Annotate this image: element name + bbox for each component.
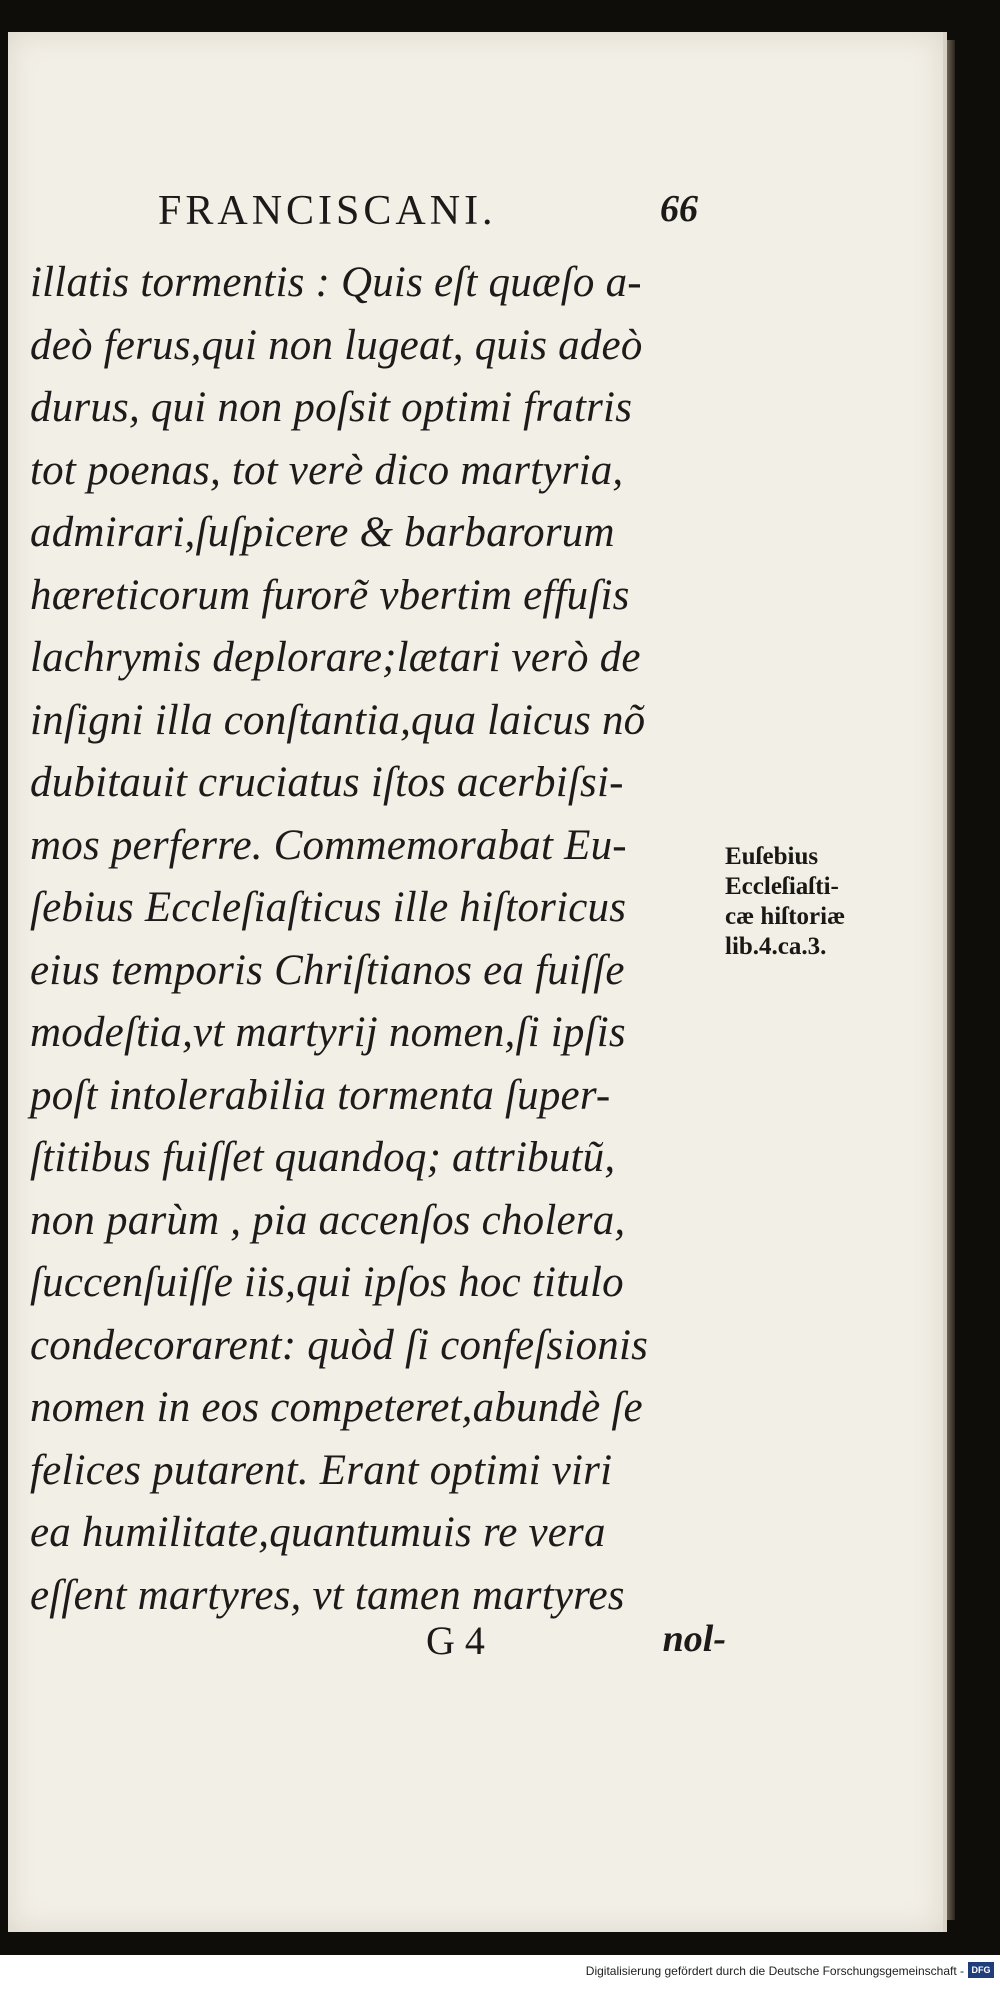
- text-line: deò ferus,qui non lugeat, quis adeò: [30, 321, 643, 369]
- text-line: illatis tormentis : Quis eſt quæſo a-: [30, 259, 642, 306]
- page-number: 66: [660, 188, 698, 230]
- funding-credit: Digitalisierung gefördert durch die Deutsche Forschungsgemeinschaft -: [585, 1964, 964, 1978]
- marginal-note-line: Eccleſiaſti-: [725, 873, 839, 900]
- marginal-note-line: cæ hiſtoriæ: [725, 903, 846, 930]
- text-line: inſigni illa conſtantia,qua laicus nõ: [30, 696, 646, 744]
- catchword: nol-: [662, 1618, 726, 1660]
- dfg-logo: DFG: [968, 1962, 994, 1978]
- marginal-note: [725, 842, 925, 962]
- text-line: nomen in eos competeret,abundè ſe: [30, 1384, 643, 1431]
- text-line: mos perferre. Commemorabat Eu-: [30, 821, 627, 869]
- text-line: modeſtia,vt martyrij nomen,ſi ipſis: [30, 1009, 626, 1056]
- text-line: eius temporis Chriſtianos ea fuiſſe: [30, 946, 625, 994]
- text-line: non parùm , pia accenſos cholera,: [30, 1196, 626, 1244]
- text-line: ea humilitate,quantumuis re vera: [30, 1509, 606, 1556]
- text-line: eſſent martyres, vt tamen martyres: [30, 1571, 625, 1619]
- running-head: [158, 187, 698, 237]
- text-line: felices putarent. Erant optimi viri: [30, 1446, 613, 1494]
- text-line: dubitauit cruciatus iſtos acerbiſsi-: [30, 759, 624, 806]
- running-head-title: FRANCISCANI.: [158, 188, 497, 234]
- text-line: ſebius Eccleſiaſticus ille hiſtoricus: [30, 884, 627, 931]
- marginal-note-line: Euſebius: [725, 843, 819, 870]
- body-text: [30, 252, 730, 1627]
- text-line: ſtitibus fuiſſet quandoq; attributũ,: [30, 1134, 616, 1181]
- text-line: admirari,ſuſpicere & barbarorum: [30, 509, 615, 556]
- text-line: lachrymis deplorare;lætari verò de: [30, 634, 641, 681]
- text-line: poſt intolerabilia tormenta ſuper-: [30, 1071, 611, 1119]
- text-line: durus, qui non poſsit optimi fratris: [30, 384, 633, 431]
- text-line: tot poenas, tot verè dico martyria,: [30, 446, 624, 494]
- signature-mark: G 4: [426, 1618, 485, 1663]
- text-line: hæreticorum furorẽ vbertim effuſis: [30, 571, 630, 619]
- marginal-note-line: lib.4.ca.3.: [725, 933, 827, 960]
- credit-bar: [0, 1955, 1000, 1990]
- text-line: condecorarent: quòd ſi confeſsionis: [30, 1321, 649, 1369]
- page-footer: [426, 1617, 726, 1667]
- text-line: ſuccenſuiſſe iis,qui ipſos hoc titulo: [30, 1259, 624, 1306]
- book-page: [8, 32, 947, 1932]
